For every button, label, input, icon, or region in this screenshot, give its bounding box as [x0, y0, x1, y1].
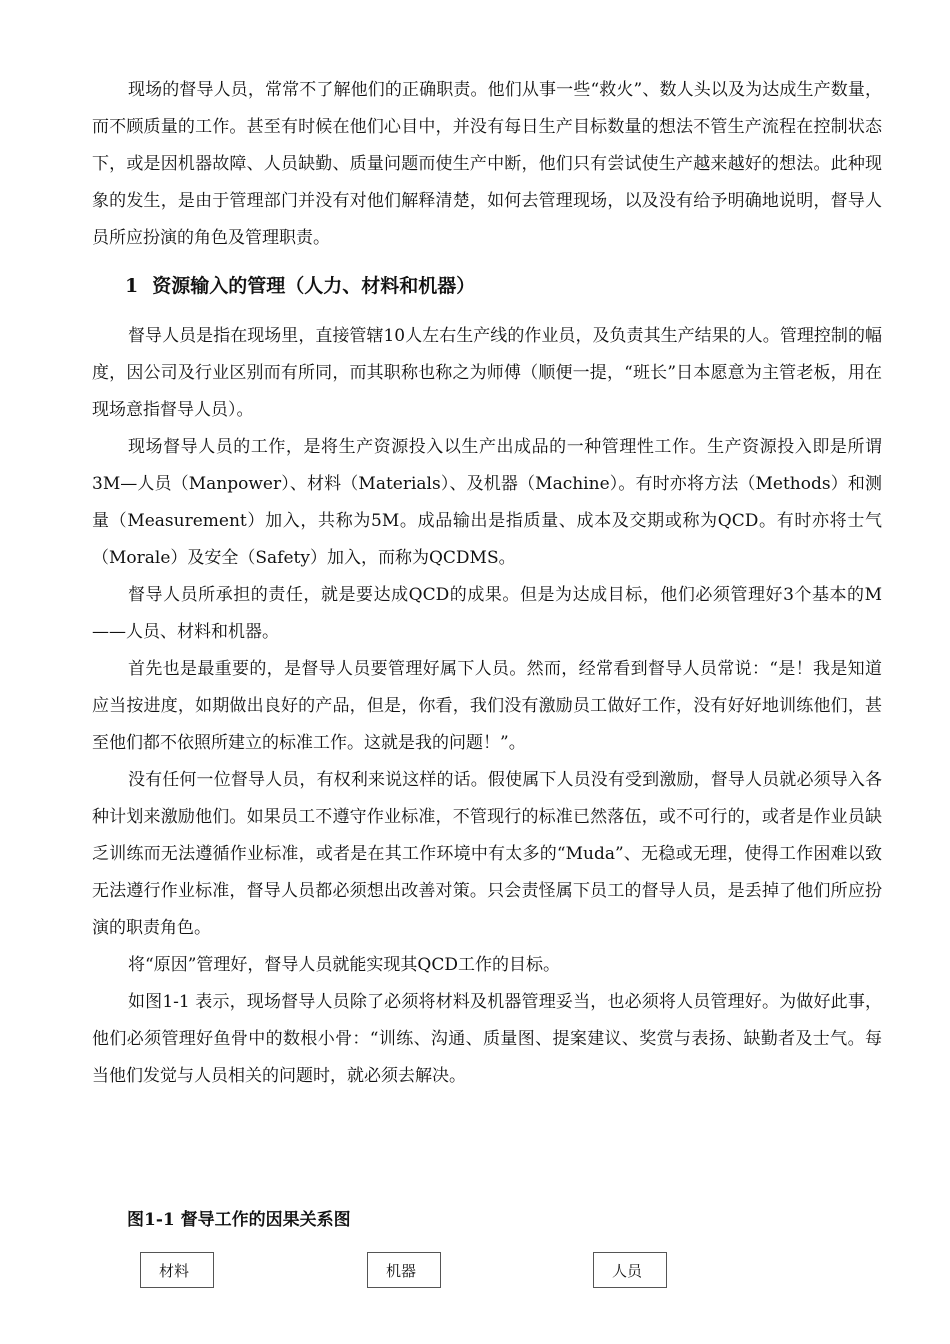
figure-box-people: 人员: [593, 1252, 667, 1288]
section-title-note: （人力、材料和机器）: [285, 275, 476, 297]
paragraph-responsibility: 督导人员所承担的责任，就是要达成QCD的成果。但是为达成目标，他们必须管理好3个基本的M——人员、材料和机器。: [92, 585, 882, 642]
paragraph-supervisor-definition: 督导人员是指在现场里，直接管辖10人左右生产线的作业员，及负责其生产结果的人。管理控制的幅度，因公司及行业区别而有所同，而其职称也称之为师傅（顺便一提，“班长”日本愿意为主管老板，用在现场意指督导人员）。: [92, 326, 882, 420]
paragraph-supervisor-work: 现场督导人员的工作，是将生产资源投入以生产出成品的一种管理性工作。生产资源投入即是所谓3M—人员（Manpower）、材料（Materials）、及机器（Machine）。有时亦将方法（Methods）和测量（Measurement）加入，共称为5M。成品输出是指质量、成本及交期或称为QCD。有时亦将士气（Morale）及安全（Safety）加入，而称为QCDMS。: [92, 437, 882, 568]
paragraph-cause: 将“原因”管理好，督导人员就能实现其QCD工作的目标。: [128, 955, 560, 975]
figure-title: 图1-1 督导工作的因果关系图: [127, 1210, 351, 1230]
figure-box-materials: 材料: [140, 1252, 214, 1288]
paragraph-manage-people: 首先也是最重要的，是督导人员要管理好属下人员。然而，经常看到督导人员常说：“是！我是知道应当按进度，如期做出良好的产品，但是，你看，我们没有激励员工做好工作，没有好好地训练他们，甚至他们都不依照所建立的标准工作。这就是我的问题！”。: [92, 659, 882, 753]
section-heading: [125, 268, 475, 304]
paragraph-intro: 现场的督导人员，常常不了解他们的正确职责。他们从事一些“救火”、数人头以及为达成生产数量，而不顾质量的工作。甚至有时候在他们心目中，并没有每日生产目标数量的想法不管生产流程在控制状态下，或是因机器故障、人员缺勤、质量问题而使生产中断，他们只有尝试使生产越来越好的想法。此种现象的发生，是由于管理部门并没有对他们解释清楚，如何去管理现场，以及没有给予明确地说明，督导人员所应扮演的角色及管理职责。: [92, 80, 882, 248]
section-title-bold: 资源输入的管理: [152, 275, 286, 297]
figure-box-machines: 机器: [367, 1252, 441, 1288]
paragraph-figure-intro: 如图1-1 表示，现场督导人员除了必须将材料及机器管理妥当，也必须将人员管理好。为做好此事，他们必须管理好鱼骨中的数根小骨：“训练、沟通、质量图、提案建议、奖赏与表扬、缺勤者及士气。每当他们发觉与人员相关的问题时，就必须去解决。: [92, 992, 882, 1086]
paragraph-no-excuse: 没有任何一位督导人员，有权利来说这样的话。假使属下人员没有受到激励，督导人员就必须导入各种计划来激励他们。如果员工不遵守作业标准，不管现行的标准已然落伍，或不可行的，或者是作业员缺乏训练而无法遵循作业标准，或者是在其工作环境中有太多的“Muda”、无稳或无理，使得工作困难以致无法遵行作业标准，督导人员都必须想出改善对策。只会责怪属下员工的督导人员，是丢掉了他们所应扮演的职责角色。: [92, 770, 882, 938]
section-number: 1: [125, 275, 139, 297]
